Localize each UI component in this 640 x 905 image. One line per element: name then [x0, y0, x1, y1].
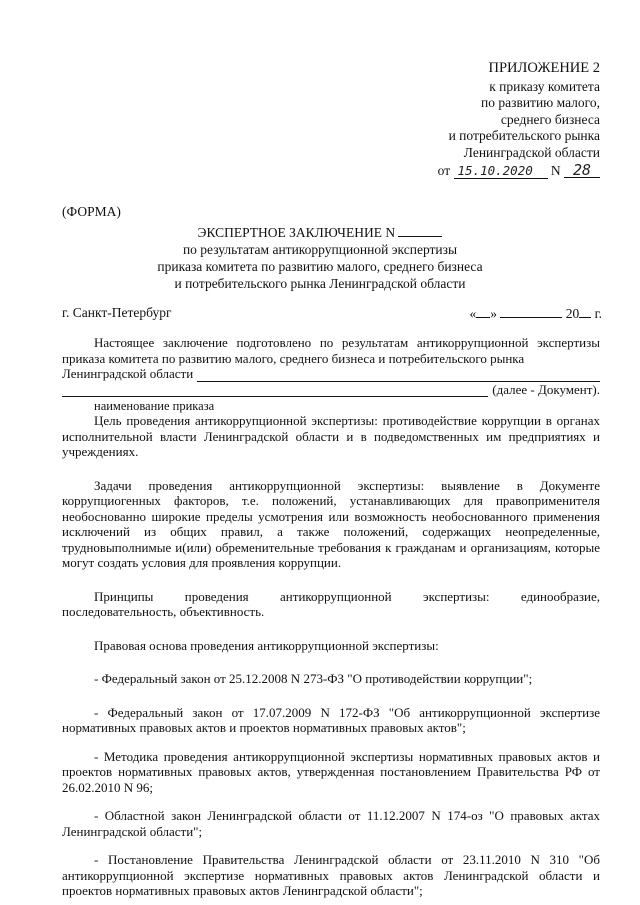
- legal-basis-heading: Правовая основа проведения антикоррупционной экспертизы:: [94, 637, 439, 653]
- appendix-block: [340, 60, 600, 180]
- forma-label: (ФОРМА): [62, 204, 121, 219]
- principles-paragraph: Принципы проведения антикоррупционной экспертизы: единообразие, последовательность, объективность.: [62, 588, 600, 619]
- legal-item: - Федеральный закон от 17.07.2009 N 172-ФЗ "Об антикоррупционной экспертизе нормативных правовых актов и проектов нормативных правовых актов";: [62, 704, 600, 735]
- legal-item: - Областной закон Ленинградской области от 11.12.2007 N 174-оз "О правовых актах Ленинградской области";: [62, 808, 600, 839]
- title-number-blank: [398, 224, 442, 237]
- document-title: [0, 224, 640, 292]
- goal-paragraph: Цель проведения антикоррупционной экспертизы: противодействие коррупции в органах исполнительной власти Ленинградской области и в подведомственных им предприятиях и учреждениях.: [62, 413, 600, 459]
- blank-line: [197, 369, 600, 382]
- appendix-line: среднего бизнеса: [500, 111, 600, 127]
- order-date-line: [340, 163, 600, 180]
- document-body: [62, 335, 600, 899]
- blank-line: [62, 384, 488, 397]
- tasks-paragraph: Задачи проведения антикоррупционной экспертизы: выявление в Документе коррупциогенных факторов, т.е. положений, устанавливающих для правоприменителя необоснованно широкие пределы усмотрения или возможность необоснованного применения исключений из общих правил, а также положений, содержащих неопределенные, трудновыполнимые и(или) обременительные требования к гражданам и организациям, которые могут создать условия для проявления коррупции.: [62, 477, 600, 570]
- appendix-line: и потребительского рынка: [448, 128, 600, 143]
- date-blank-field: [469, 305, 602, 322]
- number-label: N: [550, 163, 561, 178]
- intro-paragraph: Настоящее заключение подготовлено по результатам антикоррупционной экспертизы приказа комитета по развитию малого, среднего бизнеса и потребительского рынка: [62, 335, 600, 366]
- intro-document-line: [62, 382, 600, 398]
- year-suffix: г.: [594, 306, 602, 321]
- intro-region-line: [62, 366, 600, 382]
- open-quote: «: [469, 306, 477, 321]
- appendix-heading: ПРИЛОЖЕНИЕ 2: [488, 60, 600, 76]
- document-suffix: (далее - Документ).: [492, 381, 600, 397]
- title-line: приказа комитета по развитию малого, среднего бизнеса: [157, 259, 483, 274]
- from-label: от: [437, 163, 451, 178]
- region-text: Ленинградской области: [62, 366, 194, 381]
- month-blank: [500, 305, 562, 318]
- order-name-caption: наименование приказа: [94, 399, 215, 413]
- year-prefix: 20: [565, 306, 580, 321]
- appendix-line: к приказу комитета: [489, 78, 600, 94]
- order-date-handwritten: 15.10.2020: [454, 164, 548, 179]
- legal-item: - Постановление Правительства Ленинградской области от 23.11.2010 N 310 "Об антикоррупционной экспертизе нормативных правовых актов Ленинградской области и проектов нормативных правовых актов Ленинградской области";: [62, 852, 600, 898]
- city-date-line: [62, 305, 602, 322]
- city-name: г. Санкт-Петербург: [62, 305, 172, 320]
- title-line: и потребительского рынка Ленинградской области: [174, 276, 466, 291]
- close-quote: »: [490, 306, 497, 321]
- year-blank: [579, 305, 591, 318]
- title-line: по результатам антикоррупционной экспертизы: [182, 242, 458, 257]
- appendix-line: по развитию малого,: [481, 95, 600, 110]
- appendix-line: Ленинградской области: [463, 144, 600, 160]
- legal-item: - Федеральный закон от 25.12.2008 N 273-ФЗ "О противодействии коррупции";: [94, 671, 533, 686]
- title-main: ЭКСПЕРТНОЕ ЗАКЛЮЧЕНИЕ N: [197, 225, 396, 240]
- day-blank: [476, 305, 490, 318]
- order-number-handwritten: 28: [564, 163, 600, 178]
- legal-item: - Методика проведения антикоррупционной экспертизы нормативных правовых актов и проектов нормативных правовых актов, утвержденная постановлением Правительства РФ от 26.02.2010 N 96;: [62, 748, 600, 795]
